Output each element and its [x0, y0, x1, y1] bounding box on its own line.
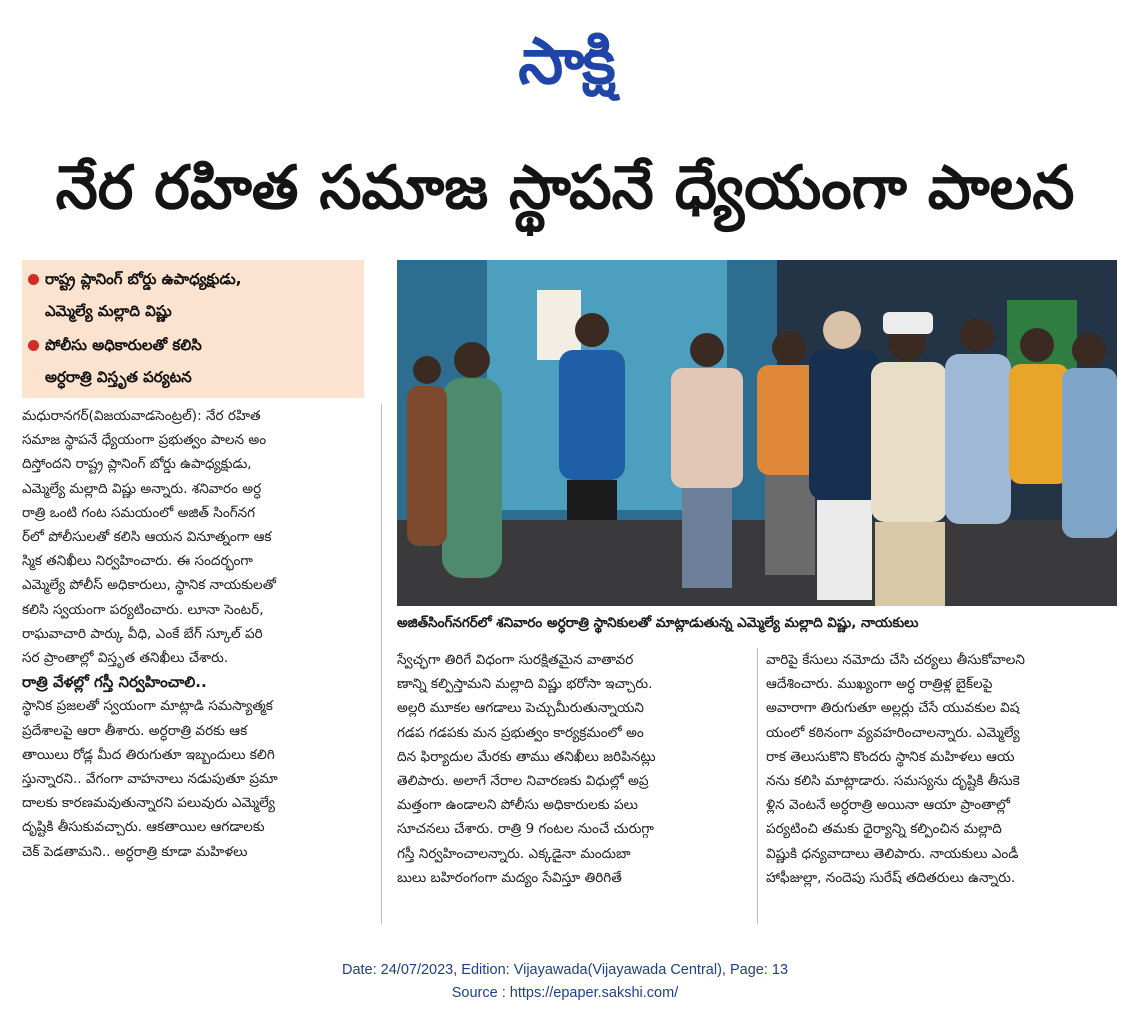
- text-line: ళ్లిన వెంటనే అర్ధరాత్రి అయినా ఆయా ప్రాంతాల్లో: [766, 797, 1010, 814]
- window-grill: [537, 290, 581, 360]
- text-line: పర్యటించి తమకు ధైర్యాన్ని కల్పించిన మల్లాది: [766, 821, 1002, 838]
- text-line: సర ప్రాంతాల్లో విస్తృత తనిఖీలు చేశారు.: [22, 650, 229, 667]
- article-photo: [397, 260, 1117, 606]
- text-line: బులు బహిరంగంగా మద్యం సేవిస్తూ తిరిగితే: [397, 869, 622, 886]
- text-line: ర్‌లో పోలీసులతో కలిసి ఆయన వినూత్నంగా ఆక: [22, 529, 272, 546]
- text-line: ఎమ్మెల్యే పోలీస్ అధికారులు, స్థానిక నాయకులతో: [22, 577, 276, 594]
- highlight-item: రాష్ట్ర ప్లానింగ్ బోర్డు ఉపాధ్యక్షుడు,: [28, 266, 241, 292]
- text-line: గస్తీ నిర్వహించాలన్నారు. ఎక్కడైనా మందుబా: [397, 845, 631, 862]
- text-line: దిన ఫిర్యాదుల మేరకు తాము తనిఖీలు జరిపినట్లు: [397, 748, 656, 765]
- text-line: ణాన్ని కల్పిస్తామని మల్లాది విష్ణు భరోసా ఇచ్చారు.: [397, 676, 653, 693]
- photo-caption: అజిత్‌సింగ్‌నగర్‌లో శనివారం అర్ధరాత్రి స్థానికులతో మాట్లాడుతున్న ఎమ్మెల్యే మల్లాది విష్ణు, నాయకులు: [397, 615, 919, 631]
- highlight-item: పోలీసు అధికారులతో కలిసి: [28, 332, 202, 358]
- ground: [397, 520, 1117, 606]
- text-line: విష్ణుకి ధన్యవాదాలు తెలిపారు. నాయకులు ఎండీ: [766, 845, 1019, 862]
- bullet-icon: [28, 340, 39, 351]
- text-line: మత్తంగా ఉండాలని పోలీసు అధికారులకు పలు: [397, 797, 638, 814]
- text-line: స్తున్నారని.. వేగంగా వాహనాలు నడుపుతూ ప్రమా: [22, 771, 278, 788]
- text-line: కలిసి స్వయంగా పర్యటించారు. లూనా సెంటర్,: [22, 601, 264, 618]
- text-line: నను కలిసి మాట్లాడారు. సమస్యను దృష్టికి తీసుకె: [766, 773, 1020, 790]
- text-line: గడప గడపకు మన ప్రభుత్వం కార్యక్రమంలో అం: [397, 724, 644, 741]
- highlight-box: [22, 260, 364, 398]
- section-subhead: రాత్రి వేళల్లో గస్తీ నిర్వహించాలి..: [22, 673, 207, 692]
- article-headline: నేర రహిత సమాజ స్థాపనే ధ్యేయంగా పాలన: [55, 153, 1075, 223]
- sakshi-logo: సాక్షి: [518, 25, 614, 99]
- column-divider: [757, 648, 758, 924]
- text-line: దిస్తోందని రాష్ట్ర ప్లానింగ్ బోర్డు ఉపాధ్యక్షుడు,: [22, 456, 252, 473]
- text-line: రాఘవాచారి పార్కు వీధి, ఎంకే బేగ్ స్కూల్ పరి: [22, 625, 263, 642]
- text-line: స్వేచ్ఛగా తిరిగే విధంగా సురక్షితమైన వాతావర: [397, 652, 634, 668]
- text-line: స్మిక తనిఖీలు నిర్వహించారు. ఈ సందర్భంగా: [22, 553, 253, 570]
- text-line: రాక తెలుసుకొని కొందరు స్థానిక మహిళలు ఆయ: [766, 748, 1015, 765]
- footer-date-line: Date: 24/07/2023, Edition: Vijayawada(Vijayawada Central), Page: 13: [341, 962, 789, 978]
- bullet-icon: [28, 274, 39, 285]
- text-line: దాలకు కారణమవుతున్నారని పలువురు ఎమ్మెల్యే: [22, 795, 275, 812]
- text-line: దృష్టికి తీసుకువచ్చారు. ఆకతాయిల ఆగడాలకు: [22, 819, 265, 836]
- photo-illustration: [397, 260, 1117, 606]
- text-line: తెలిపారు. అలాగే నేరాల నివారణకు విధుల్లో అప్ర: [397, 773, 649, 790]
- article-column-3: [766, 648, 1117, 890]
- text-line: యంలో కఠినంగా వ్యవహరించాలన్నారు. ఎమ్మెల్యే: [766, 724, 1020, 741]
- text-line: చెక్ పెడతామని.. అర్ధరాత్రి కూడా మహిళలు: [22, 843, 248, 860]
- text-line: ప్రదేశాలపై ఆరా తీశారు. అర్ధరాత్రి వరకు ఆక: [22, 722, 248, 739]
- text-line: హాఫీజుల్లా, నందెపు సురేష్ తదితరులు ఉన్నారు.: [766, 869, 1016, 886]
- text-line: స్థానిక ప్రజలతో స్వయంగా మాట్లాడి సమస్యాత్మక: [22, 698, 273, 715]
- text-line: మధురానగర్(విజయవాడసెంట్రల్): నేర రహిత: [22, 408, 261, 424]
- text-line: అవారాగా తిరుగుతూ అల్లర్లు చేసే యువకుల విష: [766, 700, 1020, 717]
- text-line: అల్లరి మూకల ఆగడాలు పెచ్చుమీరుతున్నాయని: [397, 700, 644, 717]
- text-line: రాత్రి ఒంటి గంట సమయంలో అజిత్ సింగ్‌నగ: [22, 504, 256, 521]
- highlight-item-cont: అర్ధరాత్రి విస్తృత పర్యటన: [45, 368, 192, 386]
- article-column-1: [22, 404, 366, 864]
- column-divider: [381, 404, 382, 924]
- footer-source-link[interactable]: Source : https://epaper.sakshi.com/: [451, 985, 679, 1001]
- text-line: వారిపై కేసులు నమోదు చేసి చర్యలు తీసుకోవాలని: [766, 652, 1025, 668]
- text-line: ఆదేశించారు. ముఖ్యంగా అర్ధ రాత్రిళ్ల బైక్‌లపై: [766, 676, 993, 693]
- highlight-item-cont: ఎమ్మెల్యే మల్లాది విష్ణు: [45, 302, 172, 320]
- text-line: ఎమ్మెల్యే మల్లాది విష్ణు అన్నారు. శనివారం అర్ధ: [22, 480, 262, 497]
- text-line: తాయిలు రోడ్ల మీద తిరుగుతూ ఇబ్బందులు కలిగి: [22, 746, 275, 763]
- article-column-2: [397, 648, 747, 890]
- text-line: సమాజ స్థాపనే ధ్యేయంగా ప్రభుత్వం పాలన అం: [22, 432, 267, 449]
- text-line: సూచనలు చేశారు. రాత్రి 9 గంటల నుంచే చురుగ్గా: [397, 821, 654, 838]
